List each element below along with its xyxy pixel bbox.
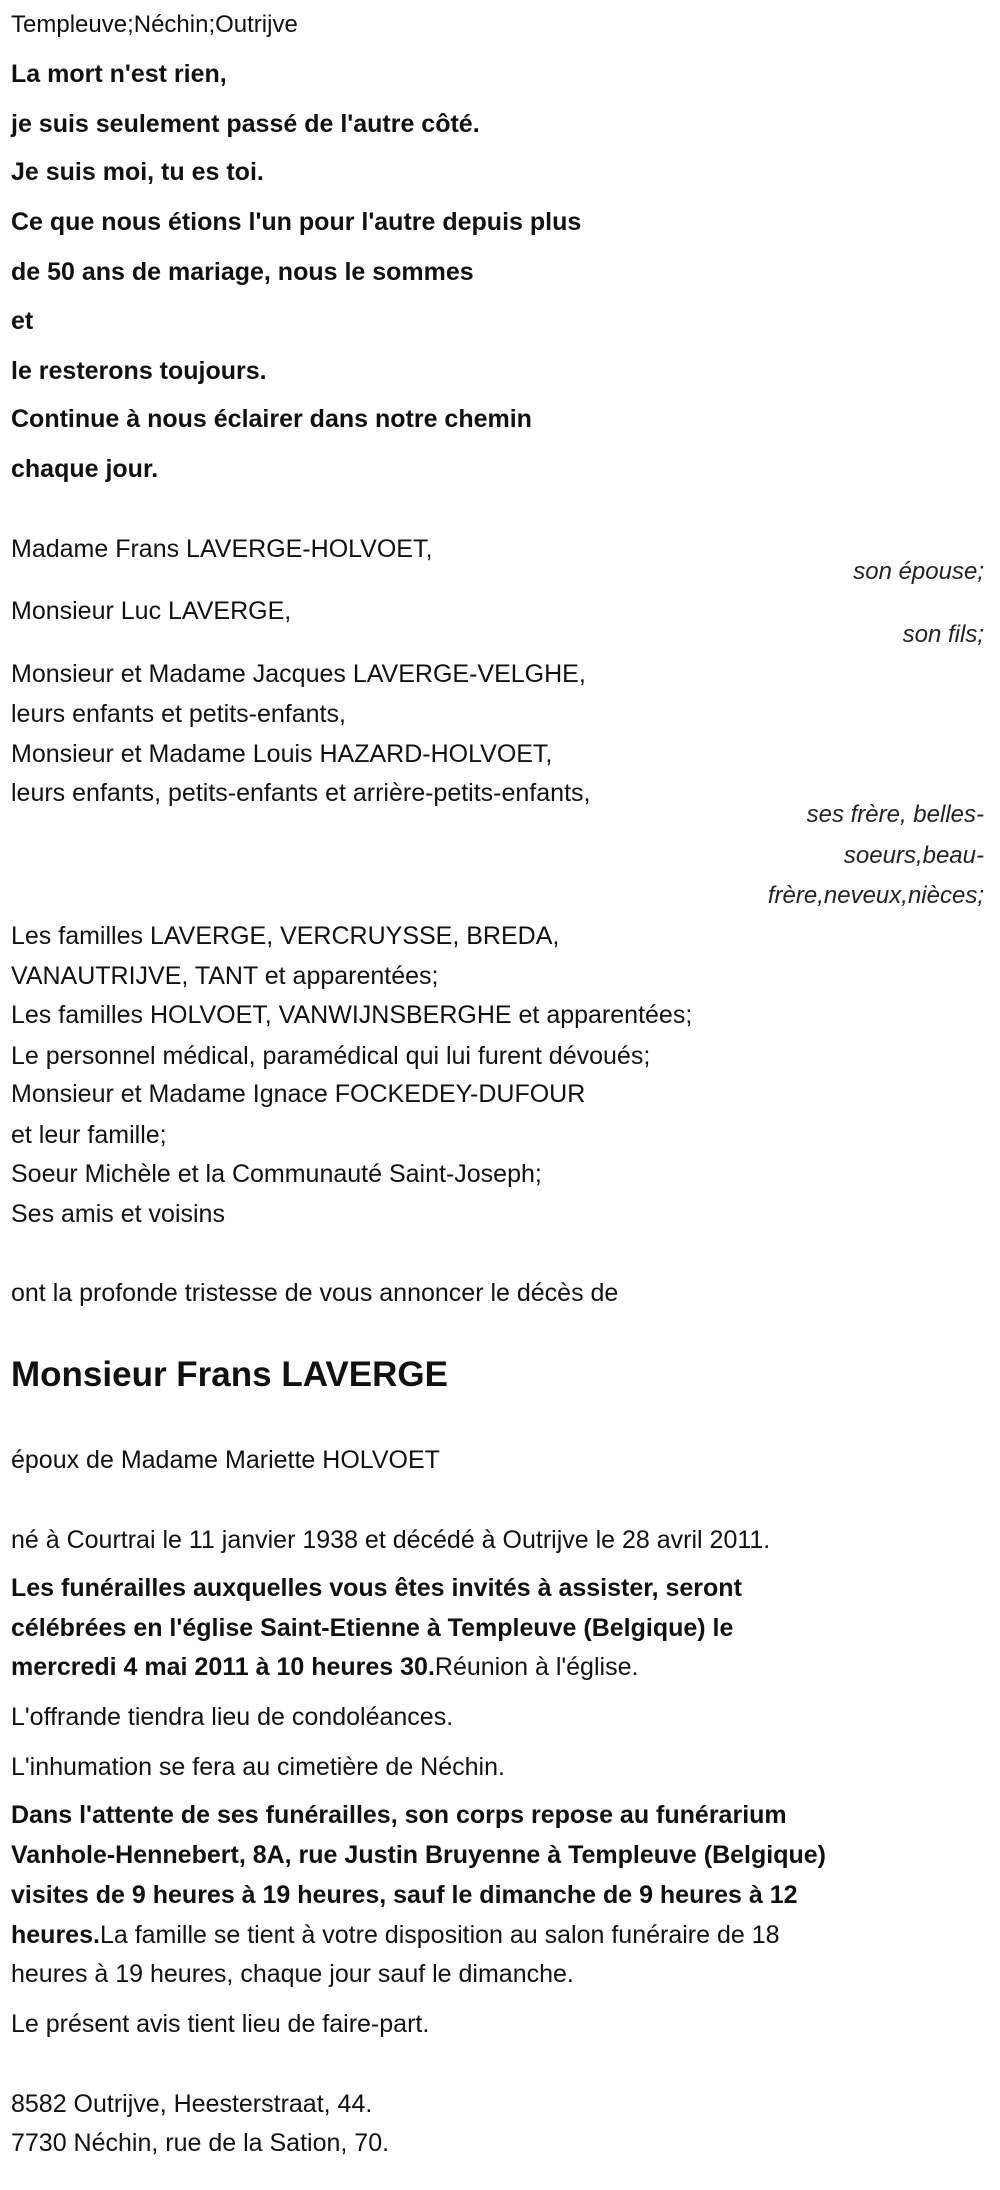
family-line: Ses amis et voisins <box>11 1200 225 1228</box>
visitation-line: Dans l'attente de ses funérailles, son corps repose au funérarium <box>11 1801 787 1829</box>
notice: Le présent avis tient lieu de faire-part. <box>11 2010 430 2038</box>
burial: L'inhumation se fera au cimetière de Néchin. <box>11 1753 505 1781</box>
visitation-regular: La famille se tient à votre disposition au salon funéraire de 18 <box>99 1921 780 1949</box>
funeral-line: Les funérailles auxquelles vous êtes invités à assister, seront <box>11 1574 742 1602</box>
address: 8582 Outrijve, Heesterstraat, 44. <box>11 2090 373 2118</box>
family-line: Les familles HOLVOET, VANWIJNSBERGHE et apparentées; <box>11 1001 693 1029</box>
poem-line: Continue à nous éclairer dans notre chemin <box>11 405 532 433</box>
poem-line: et <box>11 307 34 335</box>
address: 7730 Néchin, rue de la Sation, 70. <box>11 2129 390 2157</box>
poem-line: chaque jour. <box>11 455 159 483</box>
poem-line: le resterons toujours. <box>11 357 267 385</box>
born-died: né à Courtrai le 11 janvier 1938 et décédé à Outrijve le 28 avril 2011. <box>11 1526 771 1554</box>
family-line: leurs enfants et petits-enfants, <box>11 700 346 728</box>
family-role: ses frère, belles- <box>806 801 984 828</box>
family-line: Monsieur et Madame Jacques LAVERGE-VELGHE, <box>11 660 586 688</box>
family-role: frère,neveux,nièces; <box>767 882 984 909</box>
funeral-datetime: mercredi 4 mai 2011 à 10 heures 30. <box>11 1653 435 1681</box>
poem-line: Je suis moi, tu es toi. <box>11 158 264 186</box>
spouse-of: époux de Madame Mariette HOLVOET <box>11 1446 440 1474</box>
family-line: Les familles LAVERGE, VERCRUYSSE, BREDA, <box>11 922 560 950</box>
family-line: Monsieur et Madame Ignace FOCKEDEY-DUFOUR <box>11 1080 586 1108</box>
family-role: son épouse; <box>853 558 984 585</box>
family-line: Monsieur et Madame Louis HAZARD-HOLVOET, <box>11 740 553 768</box>
funeral-meeting: Réunion à l'église. <box>434 1653 639 1681</box>
visitation-line <box>11 1915 780 1955</box>
announcement: ont la profonde tristesse de vous annoncer le décès de <box>11 1279 619 1307</box>
offering: L'offrande tiendra lieu de condoléances. <box>11 1703 454 1731</box>
visitation-line: Vanhole-Hennebert, 8A, rue Justin Bruyenne à Templeuve (Belgique) <box>11 1841 826 1869</box>
poem-line: Ce que nous étions l'un pour l'autre depuis plus <box>11 208 582 236</box>
family-line: leurs enfants, petits-enfants et arrière-petits-enfants, <box>11 779 591 807</box>
family-spouse: Madame Frans LAVERGE-HOLVOET, <box>11 535 433 563</box>
family-line: et leur famille; <box>11 1121 167 1149</box>
poem-line: je suis seulement passé de l'autre côté. <box>11 110 480 138</box>
deceased-name: Monsieur Frans LAVERGE <box>11 1355 448 1394</box>
family-line: Soeur Michèle et la Communauté Saint-Joseph; <box>11 1160 542 1188</box>
family-role: son fils; <box>902 621 984 648</box>
family-line: VANAUTRIJVE, TANT et apparentées; <box>11 962 439 990</box>
family-role: soeurs,beau- <box>843 842 984 869</box>
visitation-bold: heures. <box>11 1921 100 1949</box>
funeral-line: célébrées en l'église Saint-Etienne à Templeuve (Belgique) le <box>11 1614 734 1642</box>
poem-line: de 50 ans de mariage, nous le sommes <box>11 258 474 286</box>
funeral-line <box>11 1647 638 1687</box>
visitation-line: visites de 9 heures à 19 heures, sauf le dimanche de 9 heures à 12 <box>11 1881 798 1909</box>
visitation-line: heures à 19 heures, chaque jour sauf le dimanche. <box>11 1960 574 1988</box>
poem-line: La mort n'est rien, <box>11 60 227 88</box>
locations: Templeuve;Néchin;Outrijve <box>11 11 298 38</box>
family-son: Monsieur Luc LAVERGE, <box>11 597 292 625</box>
family-line: Le personnel médical, paramédical qui lui furent dévoués; <box>11 1042 651 1070</box>
